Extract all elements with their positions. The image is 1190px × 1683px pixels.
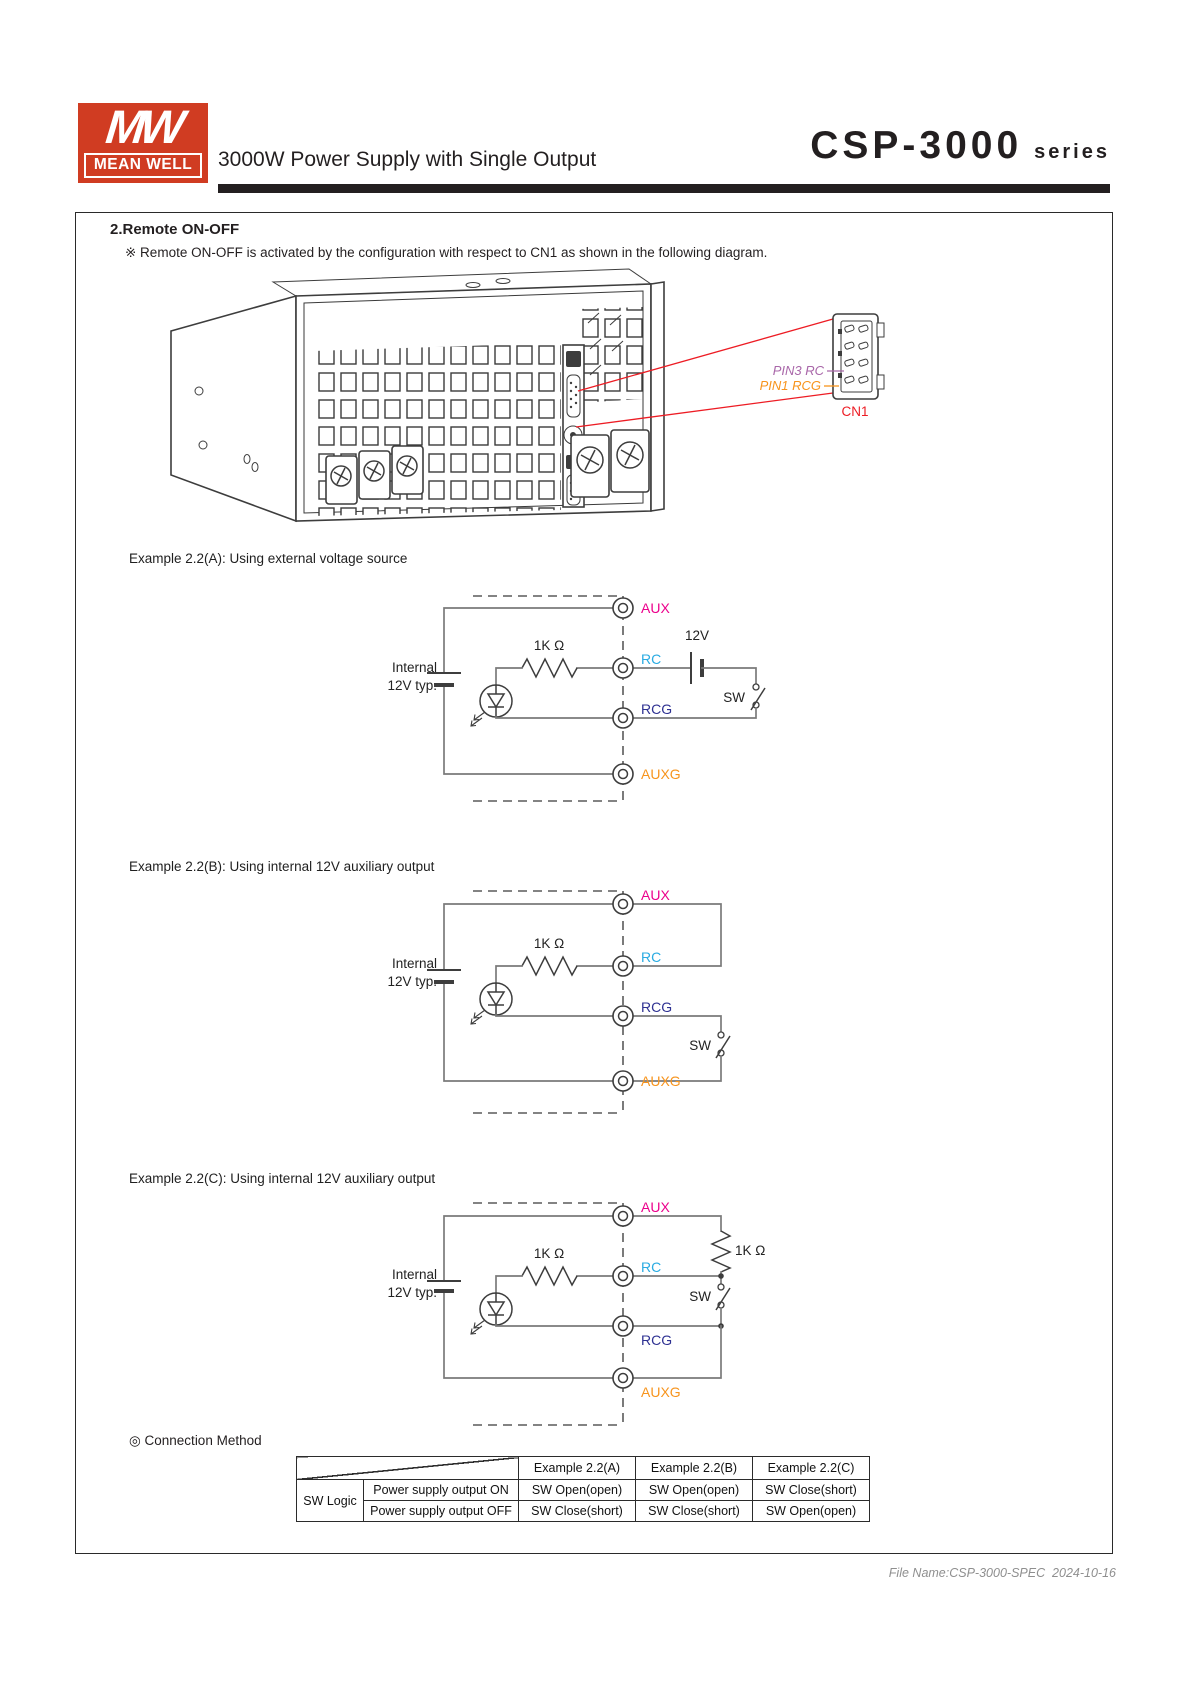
ext-voltage-label: 12V bbox=[684, 628, 710, 643]
switch-symbol bbox=[716, 1284, 730, 1310]
connection-method-heading: ◎ Connection Method bbox=[129, 1433, 262, 1448]
enclosure-boundary bbox=[473, 596, 623, 801]
cell-on-b: SW Open(open) bbox=[636, 1480, 753, 1501]
rcg-terminal bbox=[613, 708, 633, 728]
cell-off-c: SW Open(open) bbox=[753, 1501, 870, 1522]
rcg-terminal bbox=[613, 1316, 633, 1336]
aux-label: AUX bbox=[641, 600, 670, 616]
internal-label-line2: 12V typ. bbox=[387, 1285, 437, 1300]
sw-label: SW bbox=[723, 690, 745, 705]
section-note: ※ Remote ON-OFF is activated by the configuration with respect to CN1 as shown in the following diagram. bbox=[125, 245, 768, 260]
circuit-b-diagram bbox=[361, 873, 791, 1125]
row-label-output-off: Power supply output OFF bbox=[364, 1501, 519, 1522]
switch-symbol bbox=[751, 684, 765, 710]
circuit-c-diagram bbox=[361, 1181, 791, 1431]
cell-on-c: SW Close(short) bbox=[753, 1480, 870, 1501]
aux-label: AUX bbox=[641, 1199, 670, 1215]
brand-logo bbox=[78, 100, 208, 183]
aux-terminal bbox=[613, 598, 633, 618]
sw-label: SW bbox=[689, 1038, 711, 1053]
internal-label-line1: Internal bbox=[391, 1267, 437, 1282]
mw-monogram: MW bbox=[103, 100, 183, 153]
cn1-label: CN1 bbox=[841, 404, 869, 419]
resistor-value-label: 1K Ω bbox=[533, 638, 565, 653]
rear-panel-diagram bbox=[141, 263, 911, 558]
internal-label-line2: 12V typ. bbox=[387, 974, 437, 989]
external-battery-symbol bbox=[691, 652, 702, 684]
resistor-symbol bbox=[522, 1267, 577, 1285]
auxg-terminal bbox=[613, 764, 633, 784]
col-header-example-a: Example 2.2(A) bbox=[519, 1457, 636, 1480]
auxg-terminal bbox=[613, 1071, 633, 1091]
series-name: CSP-3000 bbox=[810, 124, 1023, 167]
aux-terminal bbox=[613, 1206, 633, 1226]
rc-label: RC bbox=[641, 949, 662, 965]
rcg-label: RCG bbox=[641, 999, 673, 1015]
sw-label: SW bbox=[689, 1289, 711, 1304]
pullup-resistor-symbol bbox=[712, 1231, 730, 1272]
pin1-rcg-label: PIN1 RCG bbox=[759, 378, 821, 393]
product-subtitle: 3000W Power Supply with Single Output bbox=[218, 148, 597, 171]
cell-off-b: SW Close(short) bbox=[636, 1501, 753, 1522]
rcg-label: RCG bbox=[641, 1332, 673, 1348]
table-corner-cell bbox=[297, 1457, 519, 1480]
file-info: File Name:CSP-3000-SPEC 2024-10-16 bbox=[888, 1566, 1116, 1580]
resistor-symbol bbox=[522, 659, 577, 677]
led-symbol bbox=[471, 1293, 512, 1334]
resistor-value-label: 1K Ω bbox=[533, 936, 565, 951]
rcg-terminal bbox=[613, 1006, 633, 1026]
resistor-value-label: 1K Ω bbox=[533, 1246, 565, 1261]
example-b-title: Example 2.2(B): Using internal 12V auxiliary output bbox=[129, 859, 435, 874]
aux-label: AUX bbox=[641, 887, 670, 903]
cn1-connector bbox=[833, 314, 884, 399]
cell-off-a: SW Close(short) bbox=[519, 1501, 636, 1522]
auxg-label: AUXG bbox=[641, 1073, 681, 1089]
content-frame bbox=[75, 212, 1113, 1554]
led-symbol bbox=[471, 983, 512, 1024]
rc-terminal bbox=[613, 1266, 633, 1286]
auxg-label: AUXG bbox=[641, 1384, 681, 1400]
auxg-label: AUXG bbox=[641, 766, 681, 782]
pin3-rc-label: PIN3 RC bbox=[772, 363, 824, 378]
rc-terminal bbox=[613, 956, 633, 976]
rc-label: RC bbox=[641, 1259, 662, 1275]
pullup-resistor-value-label: 1K Ω bbox=[735, 1243, 766, 1258]
table-row bbox=[297, 1480, 870, 1501]
col-header-example-c: Example 2.2(C) bbox=[753, 1457, 870, 1480]
aux-terminal bbox=[613, 894, 633, 914]
row-group-label: SW Logic bbox=[297, 1480, 364, 1522]
col-header-example-b: Example 2.2(B) bbox=[636, 1457, 753, 1480]
cell-on-a: SW Open(open) bbox=[519, 1480, 636, 1501]
example-a-title: Example 2.2(A): Using external voltage source bbox=[129, 551, 408, 566]
rcg-label: RCG bbox=[641, 701, 673, 717]
auxg-terminal bbox=[613, 1368, 633, 1388]
series-suffix: series bbox=[1034, 141, 1110, 163]
table-row bbox=[297, 1501, 870, 1522]
internal-label-line1: Internal bbox=[391, 660, 437, 675]
resistor-symbol bbox=[522, 957, 577, 975]
rc-terminal bbox=[613, 658, 633, 678]
internal-label-line2: 12V typ. bbox=[387, 678, 437, 693]
junction-dot bbox=[718, 1273, 724, 1279]
brand-name: MEAN WELL bbox=[84, 153, 202, 178]
series-title bbox=[810, 124, 1110, 168]
rc-label: RC bbox=[641, 651, 662, 667]
row-label-output-on: Power supply output ON bbox=[364, 1480, 519, 1501]
section-title: 2.Remote ON-OFF bbox=[110, 221, 240, 238]
led-symbol bbox=[471, 685, 512, 726]
switch-symbol bbox=[716, 1032, 730, 1058]
connection-table bbox=[296, 1456, 870, 1522]
enclosure-boundary bbox=[473, 891, 623, 1113]
header-rule bbox=[218, 184, 1110, 193]
circuit-a-diagram bbox=[361, 586, 791, 814]
internal-label-line1: Internal bbox=[391, 956, 437, 971]
example-c-title: Example 2.2(C): Using internal 12V auxiliary output bbox=[129, 1171, 436, 1186]
